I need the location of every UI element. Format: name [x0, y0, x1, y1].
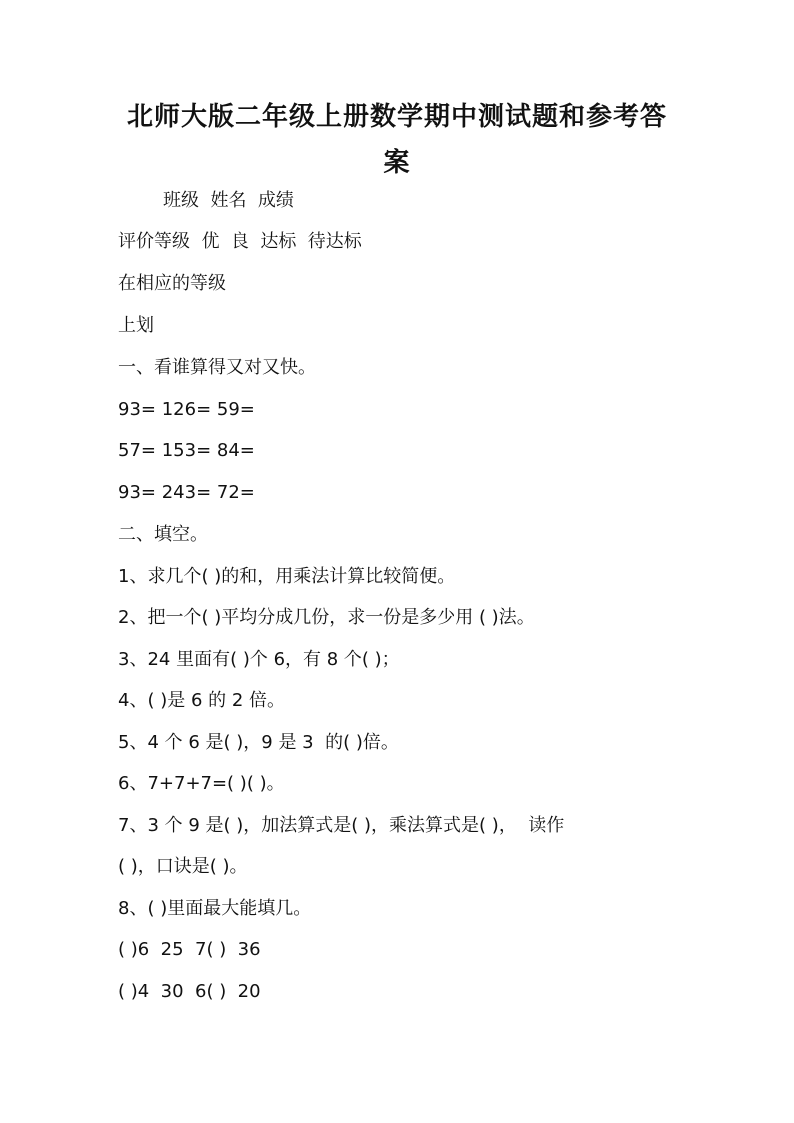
- rating-line: 评价等级 优 良 达标 待达标: [118, 231, 362, 252]
- question-1: 1、求几个( )的和，用乘法计算比较简便。: [118, 566, 456, 587]
- rating-note-2: 上划: [118, 315, 154, 336]
- question-4: 4、( )是 6 的 2 倍。: [118, 690, 286, 711]
- document-title-line-1: 北师大版二年级上册数学期中测试题和参考答: [126, 102, 667, 132]
- rating-note-1: 在相应的等级: [118, 273, 226, 294]
- calc-row-2: 57= 153= 84=: [118, 440, 255, 461]
- question-8: 8、( )里面最大能填几。: [118, 898, 312, 919]
- question-6: 6、7+7+7=( )( )。: [118, 773, 285, 794]
- question-7-continued: ( )，口诀是( )。: [118, 856, 248, 877]
- question-2: 2、把一个( )平均分成几份，求一份是多少用 ( )法。: [118, 607, 535, 628]
- section-1-heading: 一、看谁算得又对又快。: [118, 357, 316, 378]
- calc-row-3: 93= 243= 72=: [118, 482, 255, 503]
- question-5: 5、4 个 6 是( )，9 是 3 的( )倍。: [118, 732, 399, 753]
- document-title-line-2: 案: [383, 148, 411, 178]
- question-7: 7、3 个 9 是( )，加法算式是( )，乘法算式是( )， 读作: [118, 815, 565, 836]
- question-8-row-2: ( )4 30 6( ) 20: [118, 981, 261, 1002]
- section-2-heading: 二、填空。: [118, 524, 208, 545]
- question-8-row-1: ( )6 25 7( ) 36: [118, 939, 261, 960]
- calc-row-1: 93= 126= 59=: [118, 399, 255, 420]
- header-info: 班级 姓名 成绩: [163, 190, 294, 211]
- question-3: 3、24 里面有( )个 6，有 8 个( )；: [118, 649, 400, 670]
